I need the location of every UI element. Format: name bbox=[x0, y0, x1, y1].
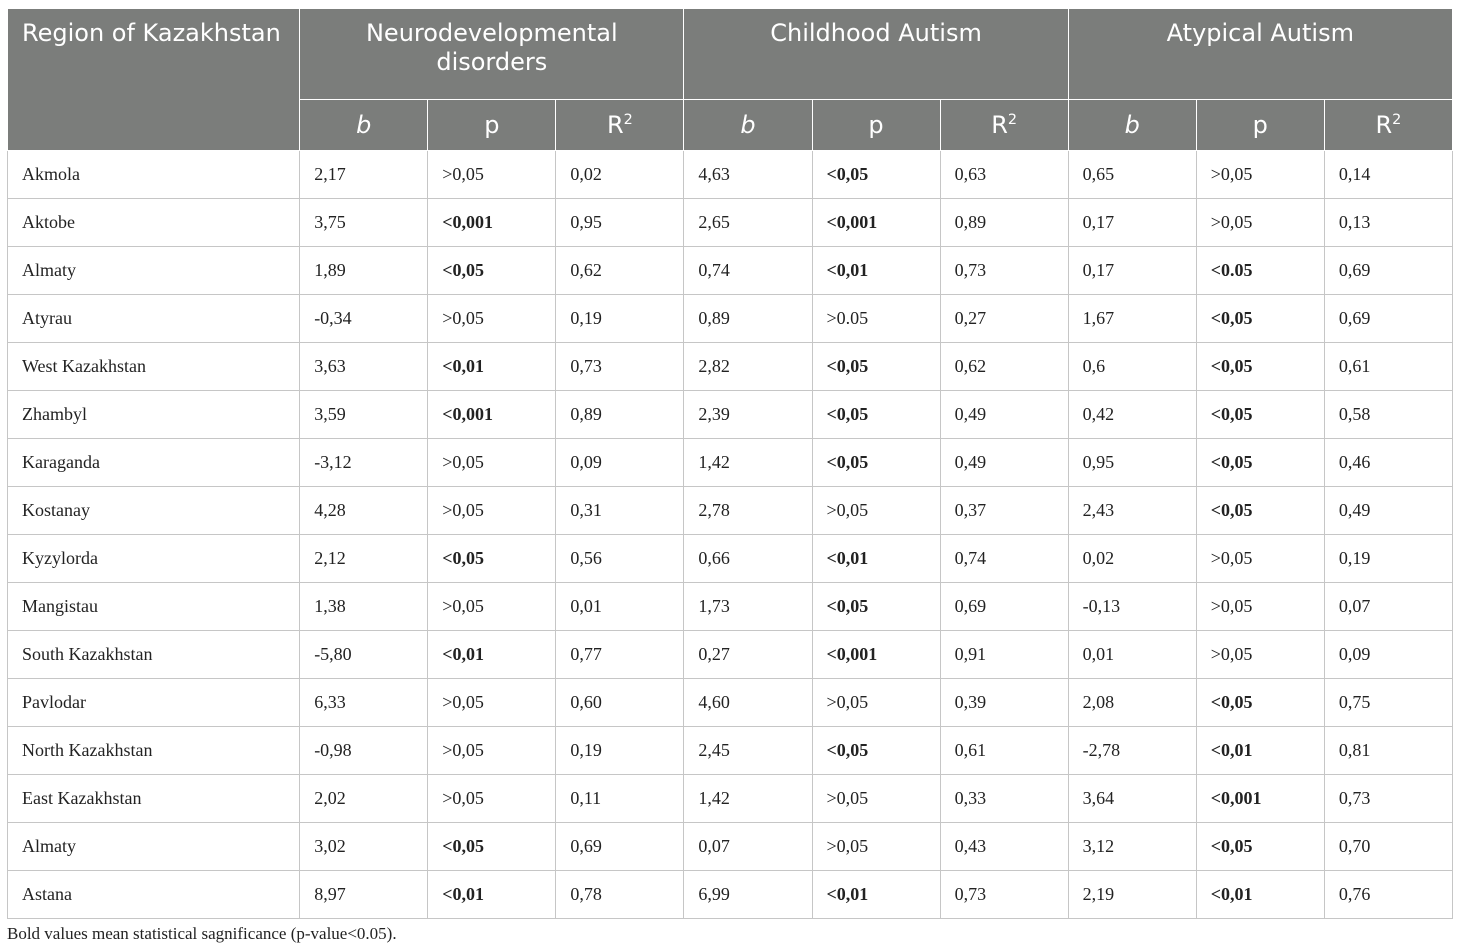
value-cell-p: <0,05 bbox=[812, 727, 940, 775]
value-cell-r2: 0,43 bbox=[940, 823, 1068, 871]
table-row bbox=[8, 391, 1453, 439]
value-cell-b: 0,02 bbox=[1068, 535, 1196, 583]
value-cell-r2: 0,73 bbox=[940, 871, 1068, 919]
value-cell-p: >0,05 bbox=[428, 295, 556, 343]
value-cell-p: >0,05 bbox=[812, 823, 940, 871]
table-row bbox=[8, 535, 1453, 583]
region-cell: Kyzylorda bbox=[8, 535, 300, 583]
value-cell-b: 2,39 bbox=[684, 391, 812, 439]
region-cell: Pavlodar bbox=[8, 679, 300, 727]
value-cell-p: >0,05 bbox=[428, 439, 556, 487]
value-cell-p: >0,05 bbox=[428, 487, 556, 535]
value-cell-r2: 0,73 bbox=[940, 247, 1068, 295]
value-cell-p: >0,05 bbox=[1196, 631, 1324, 679]
table-row bbox=[8, 823, 1453, 871]
region-cell: Zhambyl bbox=[8, 391, 300, 439]
value-cell-b: 2,78 bbox=[684, 487, 812, 535]
value-cell-r2: 0,61 bbox=[1324, 343, 1452, 391]
value-cell-r2: 0,56 bbox=[556, 535, 684, 583]
table-container bbox=[7, 8, 1453, 919]
footnote: Bold values mean statistical sagnificance (p-value<0.05). bbox=[7, 924, 397, 943]
table-row bbox=[8, 631, 1453, 679]
value-cell-b: 0,27 bbox=[684, 631, 812, 679]
value-cell-p: <0,05 bbox=[428, 535, 556, 583]
region-cell: Atyrau bbox=[8, 295, 300, 343]
value-cell-b: 8,97 bbox=[300, 871, 428, 919]
value-cell-r2: 0,39 bbox=[940, 679, 1068, 727]
subheader-p: p bbox=[428, 100, 556, 151]
subheader-p: p bbox=[812, 100, 940, 151]
value-cell-b: 0,42 bbox=[1068, 391, 1196, 439]
value-cell-p: <0,01 bbox=[1196, 727, 1324, 775]
value-cell-p: <0,05 bbox=[1196, 343, 1324, 391]
value-cell-r2: 0,69 bbox=[556, 823, 684, 871]
value-cell-p: >0,05 bbox=[428, 151, 556, 199]
value-cell-p: <0,05 bbox=[428, 823, 556, 871]
value-cell-b: 0,74 bbox=[684, 247, 812, 295]
value-cell-b: 0,07 bbox=[684, 823, 812, 871]
value-cell-b: 2,02 bbox=[300, 775, 428, 823]
value-cell-p: <0,05 bbox=[812, 151, 940, 199]
value-cell-p: <0,001 bbox=[428, 199, 556, 247]
value-cell-b: 2,08 bbox=[1068, 679, 1196, 727]
value-cell-b: 2,82 bbox=[684, 343, 812, 391]
value-cell-p: >0,05 bbox=[1196, 151, 1324, 199]
value-cell-r2: 0,74 bbox=[940, 535, 1068, 583]
table-header bbox=[8, 9, 1453, 151]
value-cell-p: <0,05 bbox=[1196, 391, 1324, 439]
value-cell-r2: 0,49 bbox=[940, 391, 1068, 439]
value-cell-b: -3,12 bbox=[300, 439, 428, 487]
region-cell: North Kazakhstan bbox=[8, 727, 300, 775]
table-row bbox=[8, 439, 1453, 487]
value-cell-r2: 0,78 bbox=[556, 871, 684, 919]
value-cell-p: <0,01 bbox=[812, 247, 940, 295]
subheader-b: b bbox=[684, 100, 812, 151]
table-row bbox=[8, 727, 1453, 775]
value-cell-b: 0,6 bbox=[1068, 343, 1196, 391]
value-cell-b: -0,34 bbox=[300, 295, 428, 343]
table-row bbox=[8, 487, 1453, 535]
value-cell-p: <0,01 bbox=[428, 343, 556, 391]
value-cell-r2: 0,58 bbox=[1324, 391, 1452, 439]
value-cell-p: >0,05 bbox=[812, 775, 940, 823]
value-cell-b: -2,78 bbox=[1068, 727, 1196, 775]
region-cell: Kostanay bbox=[8, 487, 300, 535]
value-cell-p: <0,01 bbox=[428, 871, 556, 919]
value-cell-r2: 0,14 bbox=[1324, 151, 1452, 199]
value-cell-b: 6,99 bbox=[684, 871, 812, 919]
subheader-r2: $R^2$ bbox=[1324, 100, 1452, 151]
value-cell-p: >0,05 bbox=[1196, 583, 1324, 631]
region-cell: Astana bbox=[8, 871, 300, 919]
table-row bbox=[8, 247, 1453, 295]
value-cell-b: 2,17 bbox=[300, 151, 428, 199]
value-cell-p: >0,05 bbox=[812, 487, 940, 535]
value-cell-b: 2,19 bbox=[1068, 871, 1196, 919]
value-cell-p: <0.05 bbox=[1196, 247, 1324, 295]
value-cell-r2: 0,70 bbox=[1324, 823, 1452, 871]
value-cell-r2: 0,81 bbox=[1324, 727, 1452, 775]
region-cell: East Kazakhstan bbox=[8, 775, 300, 823]
value-cell-r2: 0,69 bbox=[1324, 295, 1452, 343]
value-cell-r2: 0,09 bbox=[556, 439, 684, 487]
value-cell-r2: 0,69 bbox=[940, 583, 1068, 631]
value-cell-r2: 0,13 bbox=[1324, 199, 1452, 247]
value-cell-b: 0,95 bbox=[1068, 439, 1196, 487]
value-cell-r2: 0,69 bbox=[1324, 247, 1452, 295]
value-cell-b: 0,01 bbox=[1068, 631, 1196, 679]
value-cell-r2: 0,76 bbox=[1324, 871, 1452, 919]
value-cell-r2: 0,27 bbox=[940, 295, 1068, 343]
value-cell-p: <0,01 bbox=[812, 535, 940, 583]
region-cell: Almaty bbox=[8, 247, 300, 295]
value-cell-r2: 0,19 bbox=[1324, 535, 1452, 583]
value-cell-p: <0,05 bbox=[812, 343, 940, 391]
value-cell-p: <0,001 bbox=[1196, 775, 1324, 823]
value-cell-r2: 0,63 bbox=[940, 151, 1068, 199]
value-cell-r2: 0,75 bbox=[1324, 679, 1452, 727]
value-cell-b: 0,65 bbox=[1068, 151, 1196, 199]
value-cell-p: <0,05 bbox=[428, 247, 556, 295]
subheader-b: b bbox=[300, 100, 428, 151]
value-cell-r2: 0,49 bbox=[940, 439, 1068, 487]
value-cell-p: <0,05 bbox=[1196, 439, 1324, 487]
value-cell-r2: 0,07 bbox=[1324, 583, 1452, 631]
value-cell-r2: 0,37 bbox=[940, 487, 1068, 535]
value-cell-b: 1,38 bbox=[300, 583, 428, 631]
value-cell-b: 3,02 bbox=[300, 823, 428, 871]
value-cell-b: 3,12 bbox=[1068, 823, 1196, 871]
value-cell-p: <0,001 bbox=[812, 631, 940, 679]
value-cell-r2: 0,01 bbox=[556, 583, 684, 631]
value-cell-b: 0,17 bbox=[1068, 199, 1196, 247]
table-row bbox=[8, 583, 1453, 631]
value-cell-r2: 0,11 bbox=[556, 775, 684, 823]
value-cell-b: 4,63 bbox=[684, 151, 812, 199]
value-cell-r2: 0,62 bbox=[940, 343, 1068, 391]
value-cell-b: 1,42 bbox=[684, 439, 812, 487]
value-cell-b: 0,66 bbox=[684, 535, 812, 583]
value-cell-p: <0,05 bbox=[1196, 487, 1324, 535]
value-cell-p: >0.05 bbox=[812, 295, 940, 343]
value-cell-p: <0,01 bbox=[1196, 871, 1324, 919]
value-cell-r2: 0,19 bbox=[556, 295, 684, 343]
value-cell-p: >0,05 bbox=[428, 679, 556, 727]
value-cell-r2: 0,49 bbox=[1324, 487, 1452, 535]
value-cell-p: >0,05 bbox=[812, 679, 940, 727]
value-cell-r2: 0,61 bbox=[940, 727, 1068, 775]
group-header-atypical-autism: Atypical Autism bbox=[1068, 9, 1452, 100]
value-cell-p: >0,05 bbox=[428, 727, 556, 775]
value-cell-p: <0,05 bbox=[812, 583, 940, 631]
value-cell-r2: 0,33 bbox=[940, 775, 1068, 823]
region-cell: Almaty bbox=[8, 823, 300, 871]
value-cell-r2: 0,46 bbox=[1324, 439, 1452, 487]
value-cell-b: -0,98 bbox=[300, 727, 428, 775]
value-cell-p: >0,05 bbox=[428, 583, 556, 631]
value-cell-b: 2,45 bbox=[684, 727, 812, 775]
value-cell-r2: 0,73 bbox=[1324, 775, 1452, 823]
value-cell-b: -5,80 bbox=[300, 631, 428, 679]
table-row bbox=[8, 871, 1453, 919]
region-cell: West Kazakhstan bbox=[8, 343, 300, 391]
table-body bbox=[8, 151, 1453, 919]
region-cell: Mangistau bbox=[8, 583, 300, 631]
value-cell-b: 1,67 bbox=[1068, 295, 1196, 343]
value-cell-p: >0,05 bbox=[1196, 199, 1324, 247]
value-cell-b: 3,64 bbox=[1068, 775, 1196, 823]
value-cell-p: <0,05 bbox=[1196, 679, 1324, 727]
value-cell-p: <0,001 bbox=[428, 391, 556, 439]
value-cell-r2: 0,95 bbox=[556, 199, 684, 247]
value-cell-b: 3,59 bbox=[300, 391, 428, 439]
value-cell-r2: 0,09 bbox=[1324, 631, 1452, 679]
subheader-r2: $R^2$ bbox=[940, 100, 1068, 151]
subheader-r2: $R^2$ bbox=[556, 100, 684, 151]
value-cell-r2: 0,91 bbox=[940, 631, 1068, 679]
value-cell-b: 3,63 bbox=[300, 343, 428, 391]
value-cell-b: 1,73 bbox=[684, 583, 812, 631]
value-cell-r2: 0,89 bbox=[940, 199, 1068, 247]
value-cell-b: -0,13 bbox=[1068, 583, 1196, 631]
region-cell: Akmola bbox=[8, 151, 300, 199]
value-cell-p: <0,01 bbox=[428, 631, 556, 679]
value-cell-p: <0,05 bbox=[1196, 295, 1324, 343]
value-cell-r2: 0,77 bbox=[556, 631, 684, 679]
subheader-b: b bbox=[1068, 100, 1196, 151]
value-cell-b: 1,89 bbox=[300, 247, 428, 295]
value-cell-b: 2,12 bbox=[300, 535, 428, 583]
value-cell-r2: 0,62 bbox=[556, 247, 684, 295]
value-cell-b: 2,65 bbox=[684, 199, 812, 247]
value-cell-p: >0,05 bbox=[1196, 535, 1324, 583]
value-cell-p: >0,05 bbox=[428, 775, 556, 823]
value-cell-r2: 0,60 bbox=[556, 679, 684, 727]
value-cell-b: 6,33 bbox=[300, 679, 428, 727]
region-cell: Aktobe bbox=[8, 199, 300, 247]
subheader-p: p bbox=[1196, 100, 1324, 151]
value-cell-b: 2,43 bbox=[1068, 487, 1196, 535]
value-cell-b: 3,75 bbox=[300, 199, 428, 247]
group-header-neurodevelopmental: Neurodevelopmental disorders bbox=[300, 9, 684, 100]
value-cell-b: 4,28 bbox=[300, 487, 428, 535]
regression-table bbox=[7, 8, 1453, 919]
value-cell-p: <0,05 bbox=[1196, 823, 1324, 871]
value-cell-p: <0,05 bbox=[812, 391, 940, 439]
table-row bbox=[8, 199, 1453, 247]
table-row bbox=[8, 343, 1453, 391]
value-cell-b: 4,60 bbox=[684, 679, 812, 727]
value-cell-p: <0,01 bbox=[812, 871, 940, 919]
table-row bbox=[8, 151, 1453, 199]
region-cell: South Kazakhstan bbox=[8, 631, 300, 679]
value-cell-b: 1,42 bbox=[684, 775, 812, 823]
value-cell-r2: 0,02 bbox=[556, 151, 684, 199]
value-cell-r2: 0,19 bbox=[556, 727, 684, 775]
value-cell-p: <0,001 bbox=[812, 199, 940, 247]
table-row bbox=[8, 295, 1453, 343]
value-cell-r2: 0,31 bbox=[556, 487, 684, 535]
group-header-childhood-autism: Childhood Autism bbox=[684, 9, 1068, 100]
value-cell-p: <0,05 bbox=[812, 439, 940, 487]
region-cell: Karaganda bbox=[8, 439, 300, 487]
value-cell-r2: 0,73 bbox=[556, 343, 684, 391]
region-column-header: Region of Kazakhstan bbox=[8, 9, 300, 151]
value-cell-b: 0,17 bbox=[1068, 247, 1196, 295]
table-row bbox=[8, 775, 1453, 823]
value-cell-r2: 0,89 bbox=[556, 391, 684, 439]
table-row bbox=[8, 679, 1453, 727]
value-cell-b: 0,89 bbox=[684, 295, 812, 343]
